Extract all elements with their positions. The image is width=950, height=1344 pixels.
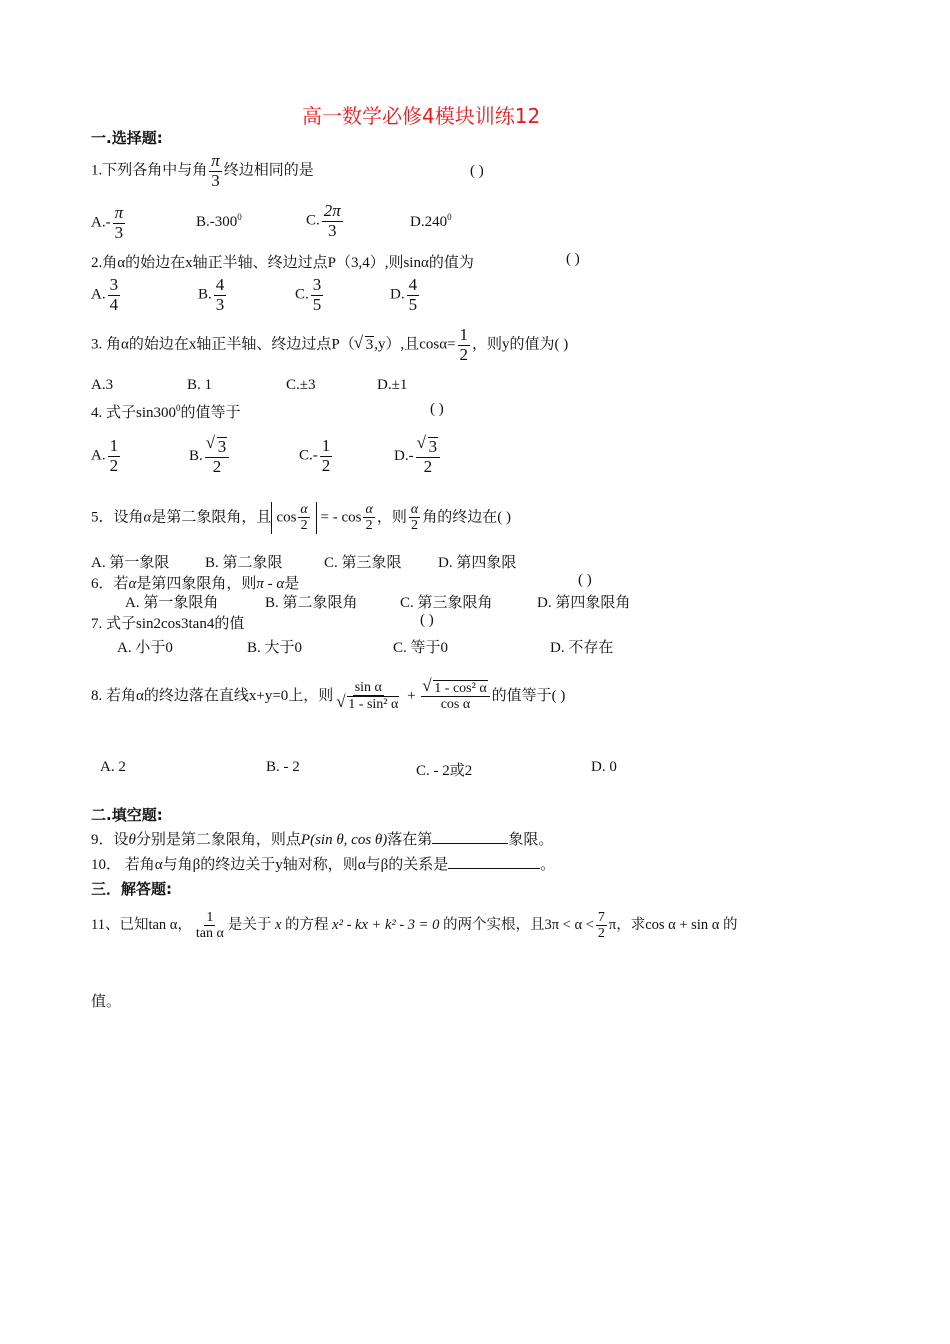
option-a: A. 小于0 [117,640,173,656]
option-a: A. 2 [100,759,126,775]
question-3: 3. 角α的始边在x轴正半轴、终边过点P（√ 3,y）,且cosα= $\frac{1}{2}$ ，则y的值为( ) [91,326,568,364]
question-10: 10． 若角α与角β的终边关于y轴对称，则α与β的关系是 。 [91,857,556,873]
answer-paren: ( ) [470,163,484,179]
option-d: D. $\frac{4}{5}$ [390,275,418,314]
question-11: 11、已知tan α， $\frac{1}{\text{tan α}}$ 是关于 x 的方程 x² - kx + k² - 3 = 0 的两个实根，且3π < α < $\frac{7}{2}$ π，求cos α + sin α 的 [91,910,738,942]
option-c: C. - 2或2 [416,763,473,779]
question-text: 终边相同的是 [223,162,314,179]
question-8: 8. 若角α的终边落在直线x+y=0上，则 sin α √ 1 - sin² α + √ $\frac{\text{1 - cos² α}}{\text{cos α}}$ 的值等于( ) [91,680,565,713]
option-c: C.±3 [286,377,316,393]
option-d: D. 第四象限 [438,555,517,571]
option-d: D.- √ $\frac{3}{2}$ [394,437,442,476]
option-a: A. 第一象限 [91,555,170,571]
option-a: A. $\frac{3}{4}$ [91,275,119,314]
question-1 [91,152,314,190]
option-c: C. 第三象限角 [400,595,493,611]
option-c: C.- $\frac{1}{2}$ [299,436,331,475]
fraction: sin α √ 1 - sin² α [335,680,401,713]
option-c: C. 第三象限 [324,555,402,571]
answer-paren: ( ) [430,401,444,417]
option-b: B. √ $\frac{3}{2}$ [189,437,231,476]
option-c: C. 等于0 [393,640,449,656]
option-b: B. 大于0 [247,640,303,656]
option-d: D.±1 [377,377,408,393]
option-a: A. $\frac{1}{2}$ [91,436,119,475]
option-b: B. 1 [187,377,213,393]
option-d: D. 0 [591,759,617,775]
answer-paren: ( ) [578,572,592,588]
page-title: 高一数学必修4模块训练12 [302,104,541,128]
question-5: 5．设角α是第二象限角，且 cos $\frac{\alpha}{2}$ = - cos $\frac{\alpha}{2}$ ，则 $\frac{\alpha}{2}$ 角的终边在( ) [91,502,511,534]
option-a: A.- $\frac{\pi}{3}$ [91,203,124,242]
option-c: C. $\frac{3}{5}$ [295,275,322,314]
option-b: B. 第二象限 [205,555,283,571]
question-2: 2.角α的始边在x轴正半轴、终边过点P（3,4）,则sinα的值为 [91,255,474,271]
question-6: 6．若α是第四象限角，则π - α是 [91,576,300,592]
option-b: B. 第二象限角 [265,595,358,611]
option-d: D.240$^0$ [410,212,452,230]
absolute-value: cos $\frac{\alpha}{2}$ [271,502,316,534]
option-b: B. $\frac{4}{3}$ [198,275,225,314]
question-9: 9．设θ分别是第二象限角，则点P(sin θ, cos θ)落在第 象限。 [91,832,554,848]
option-d: D. 第四象限角 [537,595,631,611]
question-4: 4. 式子$\sin 300^0$的值等于 [91,403,241,421]
option-b: $B.-300^0$ [196,212,242,230]
section-heading-fill: 二.填空题: [91,806,163,824]
answer-blank[interactable] [448,868,540,869]
answer-paren: ( ) [566,251,580,267]
fraction: √ $\frac{\text{1 - cos² α}}{\text{cos α}}$ [421,680,489,713]
option-c: C. $\frac{2\pi}{3}$ [306,201,341,240]
section-heading-answer: 三．解答题: [91,880,172,898]
option-b: B. - 2 [266,759,300,775]
answer-paren: ( ) [420,612,434,628]
answer-blank[interactable] [432,843,508,844]
option-a: A.3 [91,377,114,393]
sqrt: √ 3 [355,336,375,354]
section-heading-choice: 一.选择题: [91,129,163,147]
question-11-continued: 值。 [91,994,122,1010]
option-a: A. 第一象限角 [125,595,219,611]
question-7: 7. 式子sin2cos3tan4的值 [91,616,245,632]
option-d: D. 不存在 [550,640,614,656]
fraction: $\frac{\pi}{3}$ [211,151,220,190]
question-text: 1.下列各角中与角 [91,162,208,179]
